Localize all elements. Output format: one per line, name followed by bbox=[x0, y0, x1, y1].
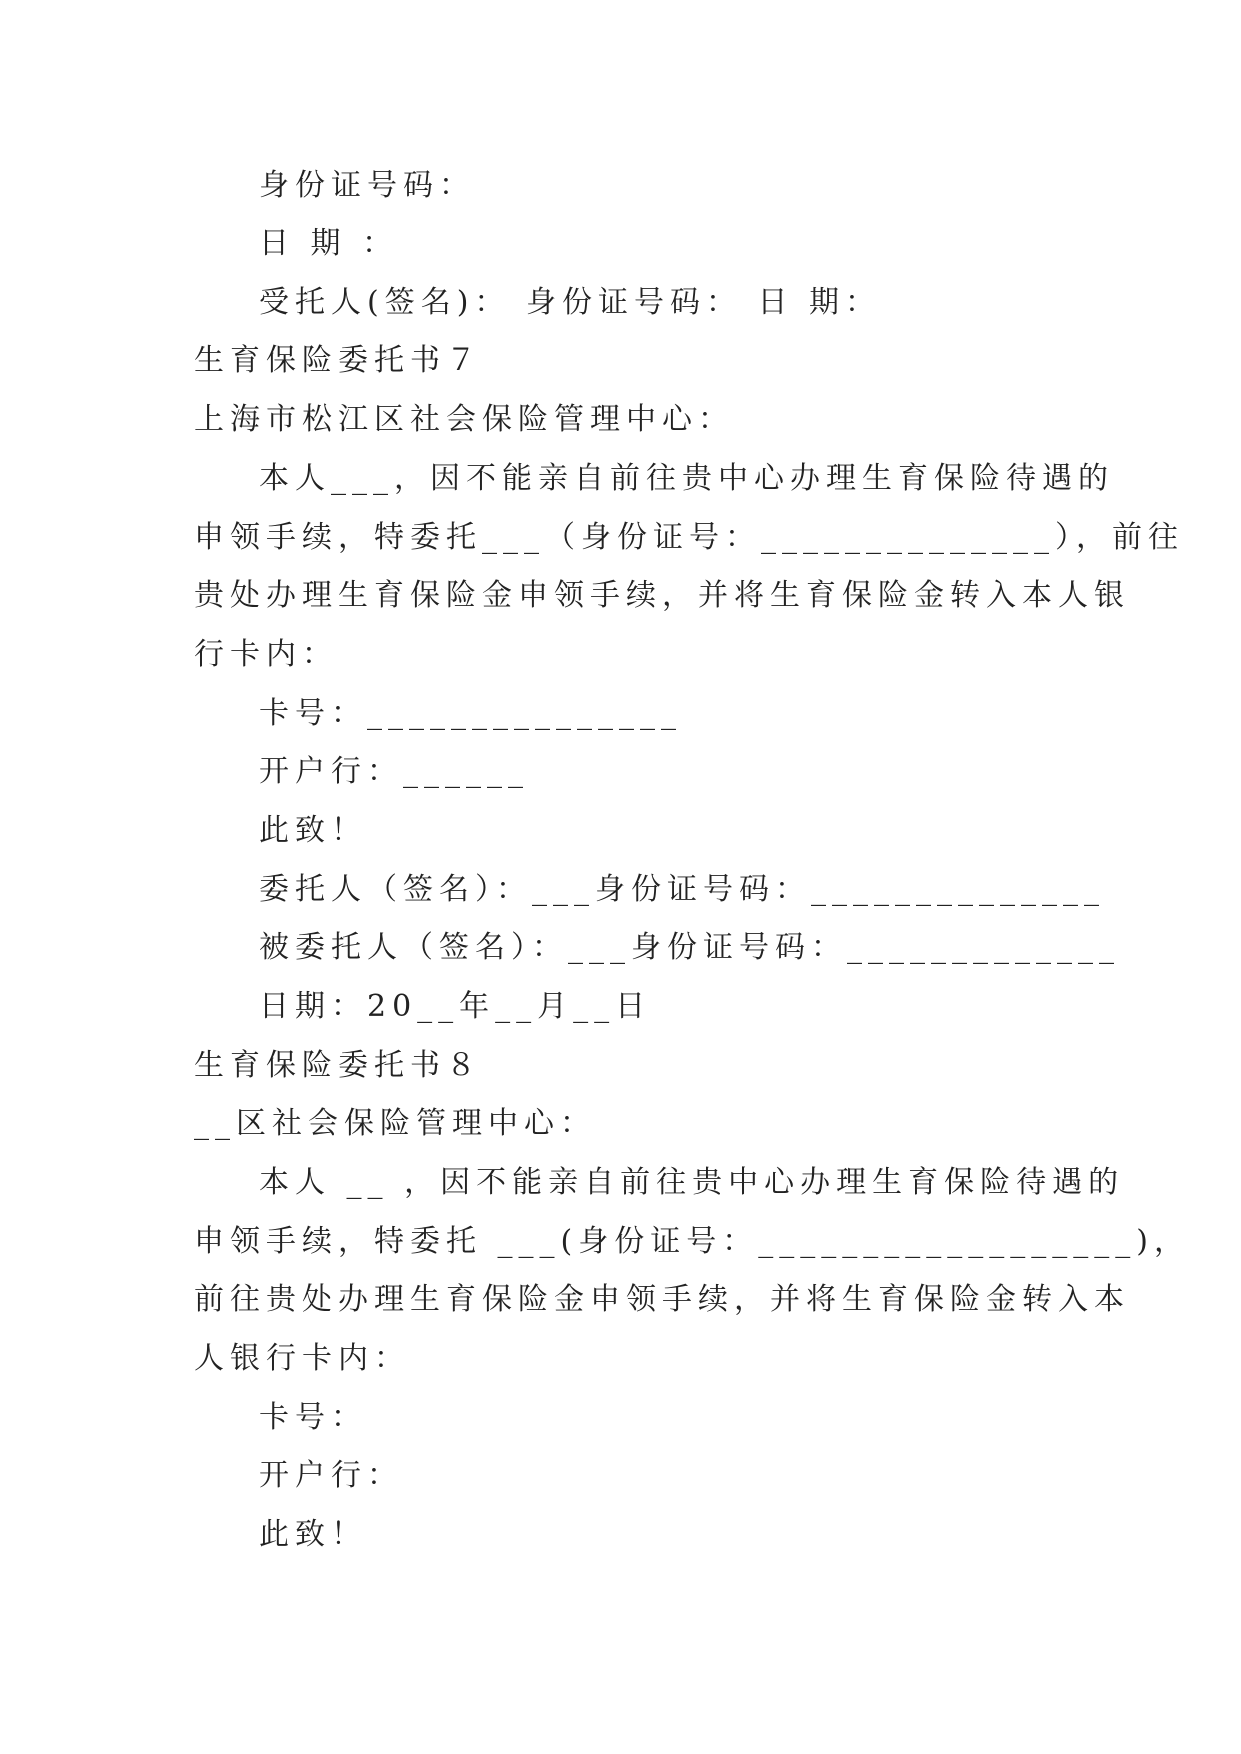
body-text-line: 贵处办理生育保险金申领手续，并将生育保险金转入本人银 bbox=[194, 578, 1130, 613]
section-title-8: 生育保险委托书８ bbox=[194, 1048, 482, 1083]
addressee-line: __区社会保险管理中心： bbox=[194, 1106, 596, 1141]
body-text-line: 本人 __ ，因不能亲自前往贵中心办理生育保险待遇的 bbox=[259, 1165, 1125, 1200]
id-number-line: 身份证号码： bbox=[259, 168, 475, 203]
body-text-line: 申领手续，特委托 ___(身份证号：__________________)， bbox=[194, 1224, 1190, 1259]
body-text-line: 人银行卡内： bbox=[194, 1341, 410, 1376]
bank-line: 开户行： bbox=[259, 1458, 403, 1493]
body-text-line: 前往贵处办理生育保险金申领手续，并将生育保险金转入本 bbox=[194, 1282, 1130, 1317]
closing-line: 此致！ bbox=[259, 1517, 367, 1552]
date-line: 日 期 ： bbox=[259, 226, 399, 261]
bank-line: 开户行：______ bbox=[259, 754, 529, 789]
principal-signature-line: 委托人（签名）：___身份证号码：______________ bbox=[259, 872, 1105, 907]
agent-signature-line: 被委托人（签名）：___身份证号码：_____________ bbox=[259, 930, 1120, 965]
body-text-line: 申领手续，特委托___（身份证号：______________），前往 bbox=[194, 520, 1184, 555]
body-text-line: 本人___，因不能亲自前往贵中心办理生育保险待遇的 bbox=[259, 461, 1114, 496]
card-number-line: 卡号： bbox=[259, 1400, 367, 1435]
body-text-line: 行卡内： bbox=[194, 637, 338, 672]
section-title-7: 生育保险委托书７ bbox=[194, 343, 482, 378]
card-number-line: 卡号：_______________ bbox=[259, 696, 682, 731]
closing-line: 此致！ bbox=[259, 813, 367, 848]
date-fill-line: 日期：20__年__月__日 bbox=[259, 989, 652, 1024]
addressee-line: 上海市松江区社会保险管理中心： bbox=[194, 402, 734, 437]
trustee-signature-line: 受托人(签名)： 身份证号码： 日 期： bbox=[259, 285, 882, 320]
